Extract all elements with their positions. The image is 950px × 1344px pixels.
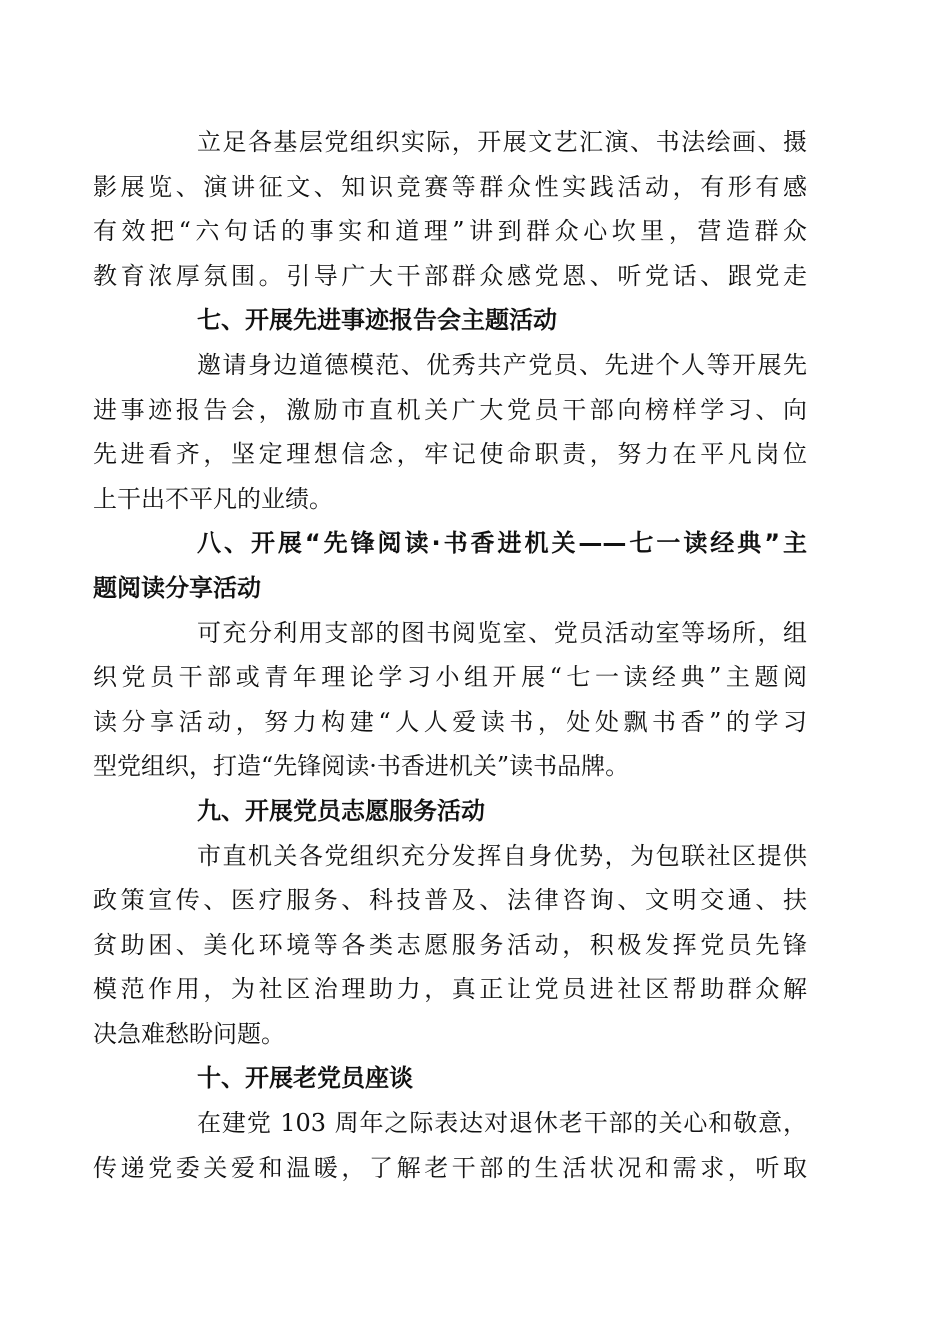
text-line: 贫助困、美化环境等各类志愿服务活动，积极发挥党员先锋 — [93, 930, 807, 959]
text-line: 决急难愁盼问题。 — [93, 1019, 285, 1048]
text-line: 织党员干部或青年理论学习小组开展“七一读经典”主题阅 — [93, 663, 807, 692]
body-paragraph — [93, 120, 807, 298]
heading-text: 七、开展先进事迹报告会主题活动 — [197, 306, 557, 335]
heading-text: 八、开展“先锋阅读·书香进机关——七一读经典”主 — [197, 529, 807, 558]
text-line: 模范作用，为社区治理助力，真正让党员进社区帮助群众解 — [93, 975, 807, 1004]
text-line: 进事迹报告会，激励市直机关广大党员干部向榜样学习、向 — [93, 395, 807, 424]
body-paragraph — [93, 834, 807, 1057]
section-heading-7 — [145, 298, 807, 343]
text-line: 教育浓厚氛围。引导广大干部群众感党恩、听党话、跟党走 — [93, 261, 807, 290]
heading-text: 题阅读分享活动 — [93, 573, 261, 602]
heading-text: 十、开展老党员座谈 — [197, 1064, 413, 1093]
body-paragraph — [93, 1101, 807, 1190]
document-body — [93, 120, 807, 1190]
text-line: 读分享活动，努力构建“人人爱读书，处处飘书香”的学习 — [93, 707, 807, 736]
section-heading-10 — [145, 1056, 807, 1101]
text-line: 邀请身边道德模范、优秀共产党员、先进个人等开展先 — [197, 350, 807, 379]
body-paragraph — [93, 343, 807, 521]
text-line: 型党组织，打造“先锋阅读·书香进机关”读书品牌。 — [93, 752, 630, 781]
text-line: 上干出不平凡的业绩。 — [93, 484, 333, 513]
text-line: 影展览、演讲征文、知识竞赛等群众性实践活动，有形有感 — [93, 172, 807, 201]
text-line: 政策宣传、医疗服务、科技普及、法律咨询、文明交通、扶 — [93, 886, 807, 915]
text-line: 先进看齐，坚定理想信念，牢记使命职责，努力在平凡岗位 — [93, 440, 807, 469]
section-heading-9 — [145, 789, 807, 834]
text-line: 可充分利用支部的图书阅览室、党员活动室等场所，组 — [197, 618, 807, 647]
text-line: 传递党委关爱和温暖，了解老干部的生活状况和需求，听取 — [93, 1153, 807, 1182]
text-line: 有效把“六句话的事实和道理”讲到群众心坎里，营造群众 — [93, 217, 807, 246]
body-paragraph — [93, 611, 807, 789]
text-line: 市直机关各党组织充分发挥自身优势，为包联社区提供 — [197, 841, 807, 870]
text-line: 在建党 103 周年之际表达对退休老干部的关心和敬意， — [197, 1109, 807, 1138]
section-heading-8 — [93, 521, 807, 610]
heading-text: 九、开展党员志愿服务活动 — [197, 796, 485, 825]
text-line: 立足各基层党组织实际，开展文艺汇演、书法绘画、摄 — [197, 128, 807, 156]
